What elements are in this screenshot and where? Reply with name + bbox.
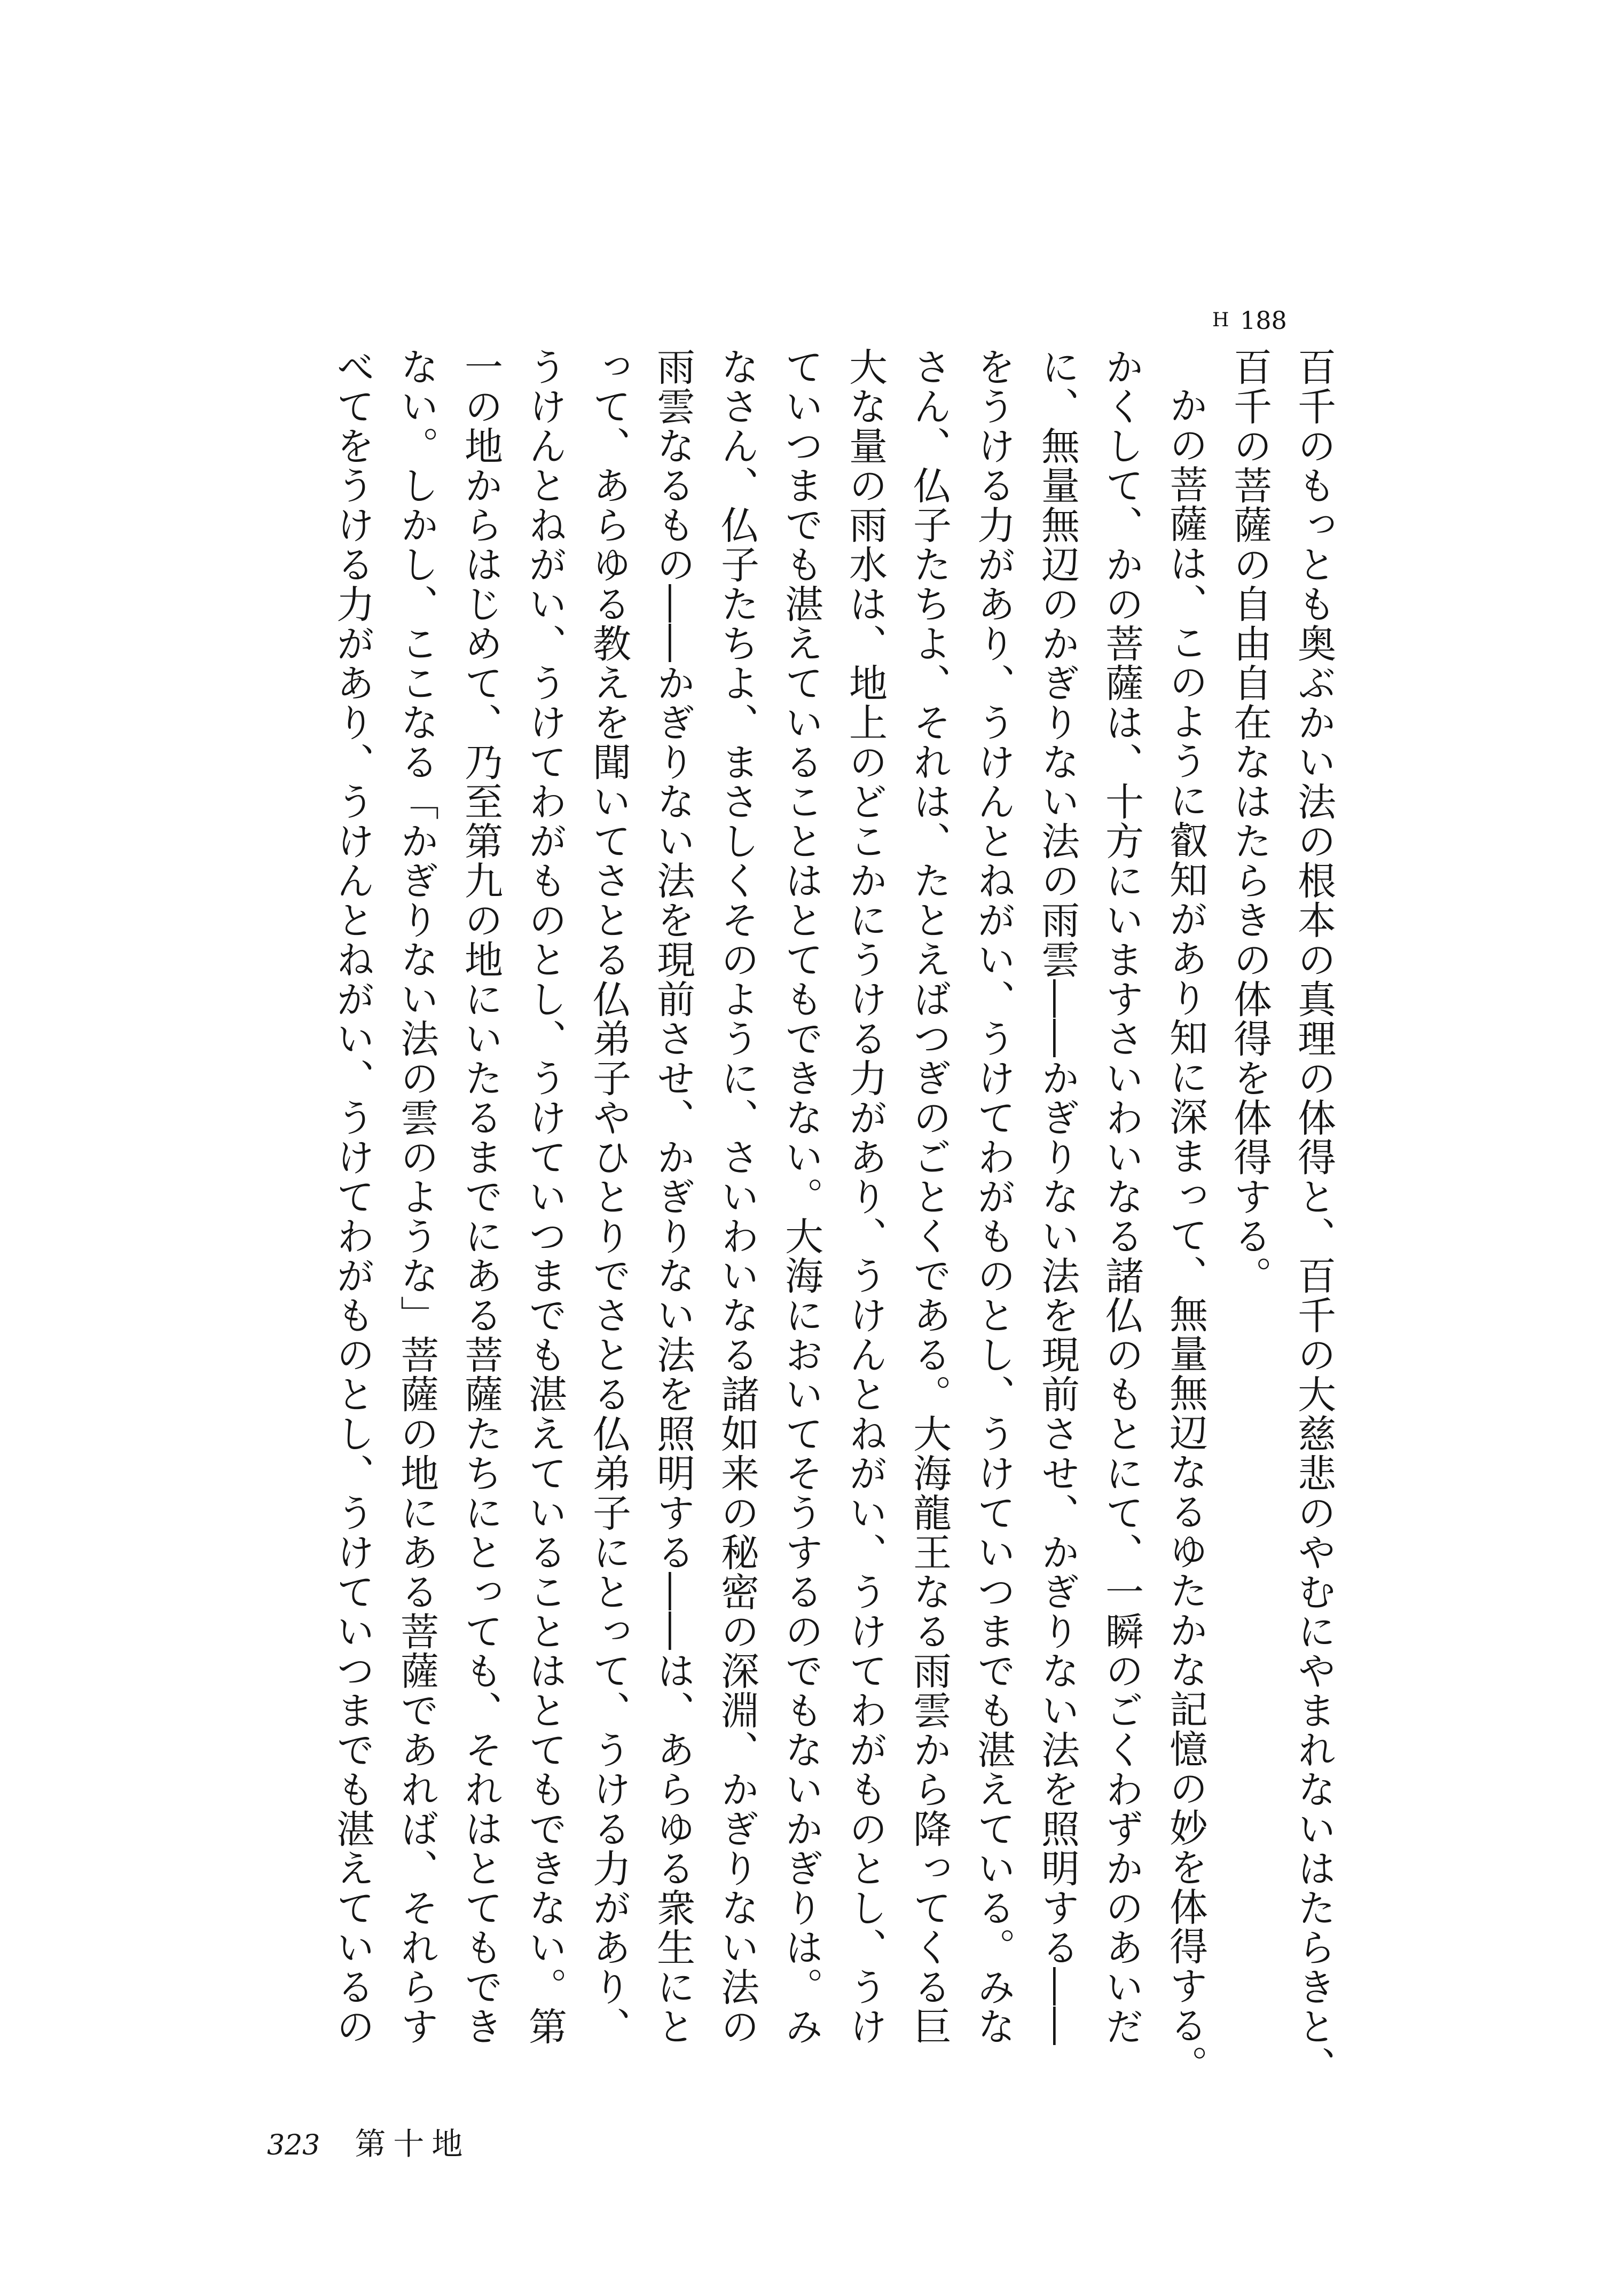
text-column: うけんとねがい、うけてわがものとし、うけていつまでも湛えていることはとてもできない。第 <box>522 347 567 2046</box>
verse-number: 188 <box>1240 306 1287 335</box>
text-column: かの菩薩は、このように叡知があり知に深まって、無量無辺なるゆたかな記憶の妙を体得する。 <box>1163 386 1208 2085</box>
text-column: さん、仏子たちよ、それは、たとえばつぎのごとくである。大海龍王なる雨雲から降ってくる巨 <box>907 347 952 2046</box>
text-column: 一の地からはじめて、乃至第九の地にいたるまでにある菩薩たちにとっても、それはとてもでき <box>458 347 503 2046</box>
text-column: かくして、かの菩薩は、十方にいますさいわいなる諸仏のもとにて、一瞬のごくわずかのあいだ <box>1099 347 1144 2046</box>
page-footer <box>267 2122 470 2165</box>
text-column: 大な量の雨水は、地上のどこかにうける力があり、うけんとねがい、うけてわがものとし、うけ <box>843 347 888 2046</box>
text-column: 雨雲なるもの――かぎりない法を現前させ、かぎりない法を照明する――は、あらゆる衆生にと <box>650 347 695 2046</box>
text-column: ていつまでも湛えていることはとてもできない。大海においてそうするのでもないかぎりは。み <box>779 347 823 2046</box>
verse-mark: H <box>1212 309 1229 331</box>
text-column: なさん、仏子たちよ、まさしくそのように、さいわいなる諸如来の秘密の深淵、かぎりない法の <box>715 347 759 2046</box>
text-column: 百千の菩薩の自由自在なはたらきの体得を体得する。 <box>1227 347 1272 1295</box>
text-column: に、無量無辺のかぎりない法の雨雲――かぎりない法を現前させ、かぎりない法を照明する―― <box>1035 347 1080 2046</box>
text-column: べてをうける力があり、うけんとねがい、うけてわがものとし、うけていつまでも湛えているの <box>330 347 375 2046</box>
text-column: って、あらゆる教えを聞いてさとる仏弟子やひとりでさとる仏弟子にとって、うける力があり、 <box>586 347 631 2046</box>
page-number: 323 <box>267 2129 320 2161</box>
body-text <box>219 347 1346 2125</box>
text-column: 百千のもっとも奥ぶかい法の根本の真理の体得と、百千の大慈悲のやむにやまれないはたらきと、 <box>1291 347 1336 2086</box>
text-column: をうける力があり、うけんとねがい、うけてわがものとし、うけていつまでも湛えている。みな <box>971 347 1016 2046</box>
running-title: 第十地 <box>355 2126 470 2162</box>
verse-reference <box>1212 304 1298 336</box>
text-column: ない。しかし、ここなる「かぎりない法の雲のような」菩薩の地にある菩薩であれば、それらす <box>394 347 439 2046</box>
